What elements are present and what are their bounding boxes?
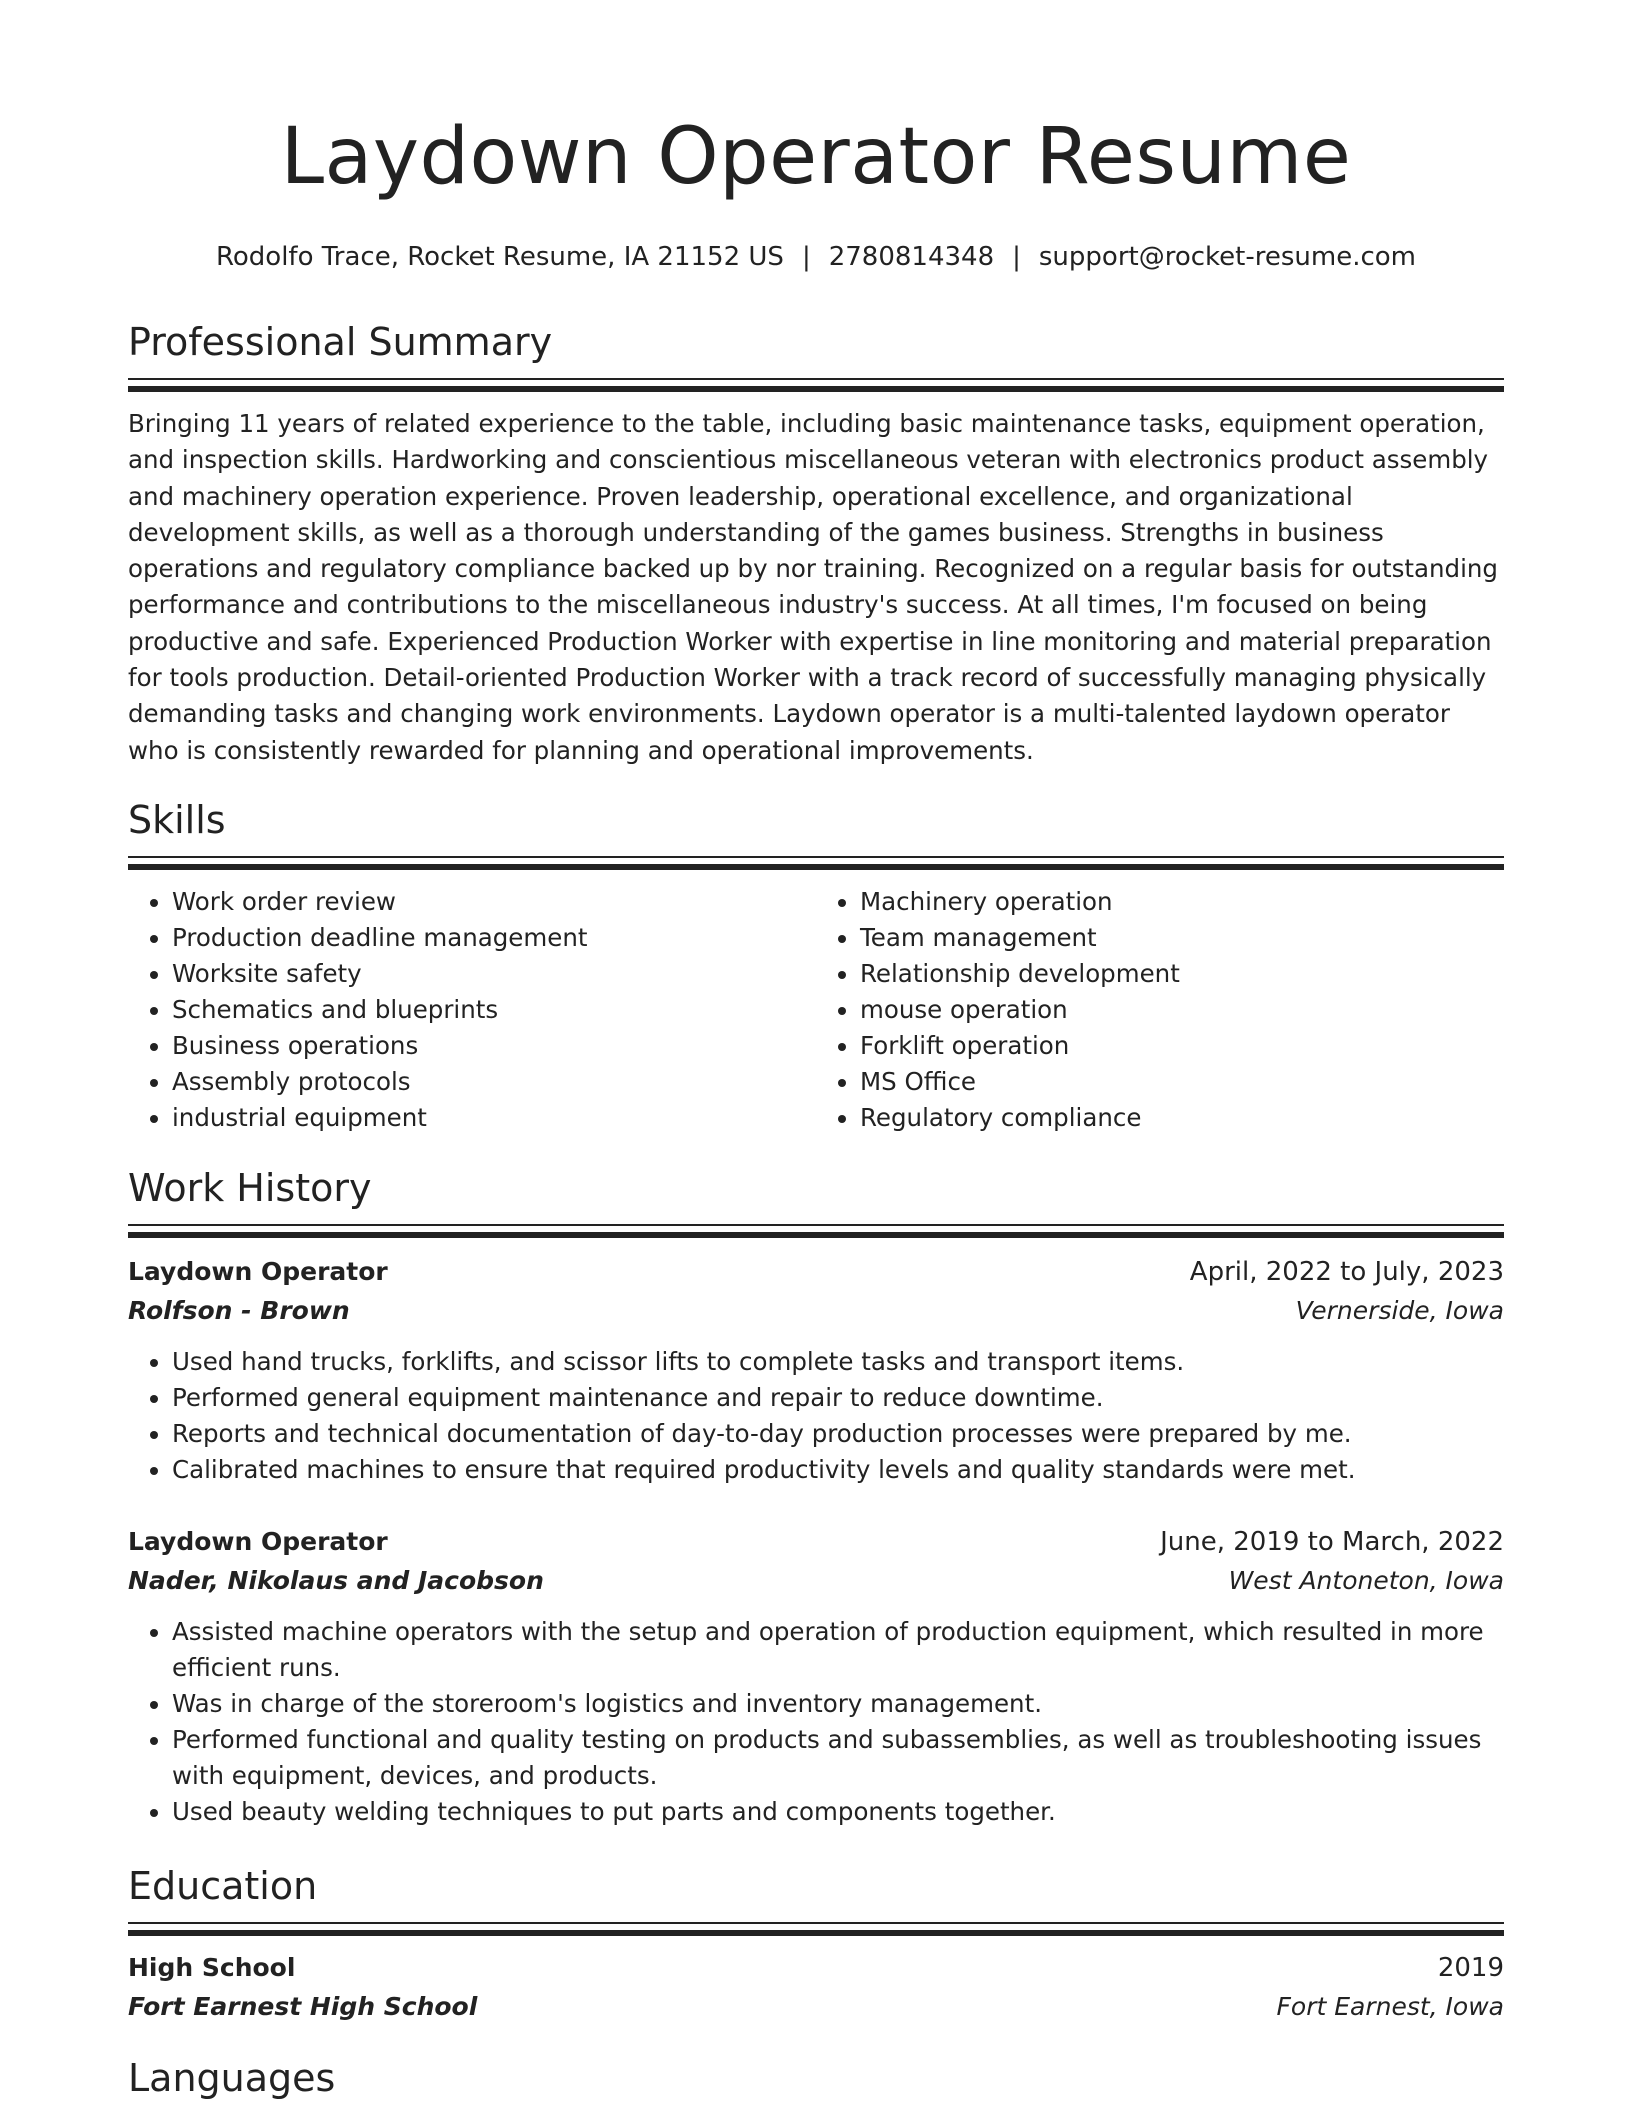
languages-section-header	[128, 2056, 1504, 2100]
summary-section-header	[128, 320, 1504, 392]
skill-item: • Production deadline management	[172, 920, 816, 956]
job-location: Vernerside, Iowa	[1295, 1296, 1504, 1325]
skill-item: • industrial equipment	[172, 1100, 816, 1136]
job-bullet: • Performed general equipment maintenance and repair to reduce downtime.	[172, 1380, 1504, 1416]
skill-item: • mouse operation	[860, 992, 1504, 1028]
education-school: Fort Earnest High School	[128, 1992, 478, 2021]
work-history-section-header	[128, 1166, 1504, 1238]
summary-text: Bringing 11 years of related experience to the table, including basic maintenance tasks, equipment operation, and inspection skills. Hardworking and conscientious miscellaneous veteran with electronics product assembly and machinery operation experience. Proven leadership, operational excellence, and organizational development skills, as well as a thorough understanding of the games business. Strengths in business operations and regulatory compliance backed up by nor training. Recognized on a regular basis for outstanding performance and contributions to the miscellaneous industry's success. At all times, I'm focused on being productive and safe. Experienced Production Worker with expertise in line monitoring and material preparation for tools production. Detail-oriented Production Worker with a track record of successfully managing physically demanding tasks and changing work environments. Laydown operator is a multi-talented laydown operator who is consistently rewarded for planning and operational improvements.	[128, 409, 1498, 765]
skill-item: • Schematics and blueprints	[172, 992, 816, 1028]
job-bullets	[128, 1614, 1504, 1830]
education-section-header	[128, 1864, 1504, 1936]
work-history-heading: Work History	[128, 1166, 372, 1210]
contact-line	[128, 240, 1504, 274]
contact-separator: |	[1012, 242, 1021, 272]
job-company: Rolfson - Brown	[128, 1296, 350, 1325]
skill-item: • MS Office	[860, 1064, 1504, 1100]
job-dates: April, 2022 to July, 2023	[1189, 1257, 1504, 1287]
job-bullet: • Assisted machine operators with the setup and operation of production equipment, which resulted in more efficient runs.	[172, 1614, 1504, 1686]
skills-list	[128, 884, 1504, 1136]
contact-email[interactable]: support@rocket-resume.com	[1038, 242, 1416, 272]
skill-item: • Team management	[860, 920, 1504, 956]
skill-item: • Worksite safety	[172, 956, 816, 992]
section-divider	[128, 1930, 1504, 1936]
contact-address: Rodolfo Trace, Rocket Resume, IA 21152 US	[215, 242, 784, 272]
skills-heading: Skills	[128, 798, 226, 842]
contact-separator: |	[801, 242, 811, 272]
education-degree: High School	[128, 1953, 296, 1982]
education-year: 2019	[1437, 1953, 1504, 1983]
section-divider	[128, 1922, 1504, 1924]
skill-item: • Regulatory compliance	[860, 1100, 1504, 1136]
summary-heading: Professional Summary	[128, 320, 553, 364]
section-divider	[128, 378, 1504, 380]
skill-item: • Relationship development	[860, 956, 1504, 992]
job-bullet: • Used beauty welding techniques to put parts and components together.	[172, 1794, 1504, 1830]
job-bullet: • Was in charge of the storeroom's logistics and inventory management.	[172, 1686, 1504, 1722]
skill-item: • Business operations	[172, 1028, 816, 1064]
education-heading: Education	[128, 1864, 318, 1908]
education-entry	[128, 1949, 1504, 2027]
section-divider	[128, 864, 1504, 870]
skill-item: • Work order review	[172, 884, 816, 920]
skills-section-header	[128, 798, 1504, 870]
skills-column-right	[816, 884, 1504, 1136]
job-bullet: • Performed functional and quality testing on products and subassemblies, as well as troubleshooting issues with equipment, devices, and products.	[172, 1722, 1504, 1794]
skill-item: • Forklift operation	[860, 1028, 1504, 1064]
resume-title: Laydown Operator Resume	[280, 112, 1352, 202]
job-dates: June, 2019 to March, 2022	[1160, 1527, 1504, 1557]
job-title: Laydown Operator	[128, 1527, 388, 1556]
skill-item: • Machinery operation	[860, 884, 1504, 920]
job-bullet: • Calibrated machines to ensure that required productivity levels and quality standards were met.	[172, 1452, 1504, 1488]
skills-column-left	[128, 884, 816, 1136]
languages-heading: Languages	[128, 2056, 336, 2100]
skill-item: • Assembly protocols	[172, 1064, 816, 1100]
job-bullet: • Used hand trucks, forklifts, and scissor lifts to complete tasks and transport items.	[172, 1344, 1504, 1380]
job-title: Laydown Operator	[128, 1257, 388, 1286]
job-entry	[128, 1253, 1504, 1488]
job-entry	[128, 1523, 1504, 1830]
section-divider	[128, 386, 1504, 392]
job-location: West Antoneton, Iowa	[1228, 1566, 1504, 1595]
job-bullets	[128, 1344, 1504, 1488]
section-divider	[128, 856, 1504, 858]
section-divider	[128, 1224, 1504, 1226]
section-divider	[128, 1232, 1504, 1238]
job-company: Nader, Nikolaus and Jacobson	[128, 1566, 544, 1595]
job-bullet: • Reports and technical documentation of day-to-day production processes were prepared by me.	[172, 1416, 1504, 1452]
education-location: Fort Earnest, Iowa	[1276, 1992, 1504, 2021]
contact-phone: 2780814348	[828, 242, 995, 272]
